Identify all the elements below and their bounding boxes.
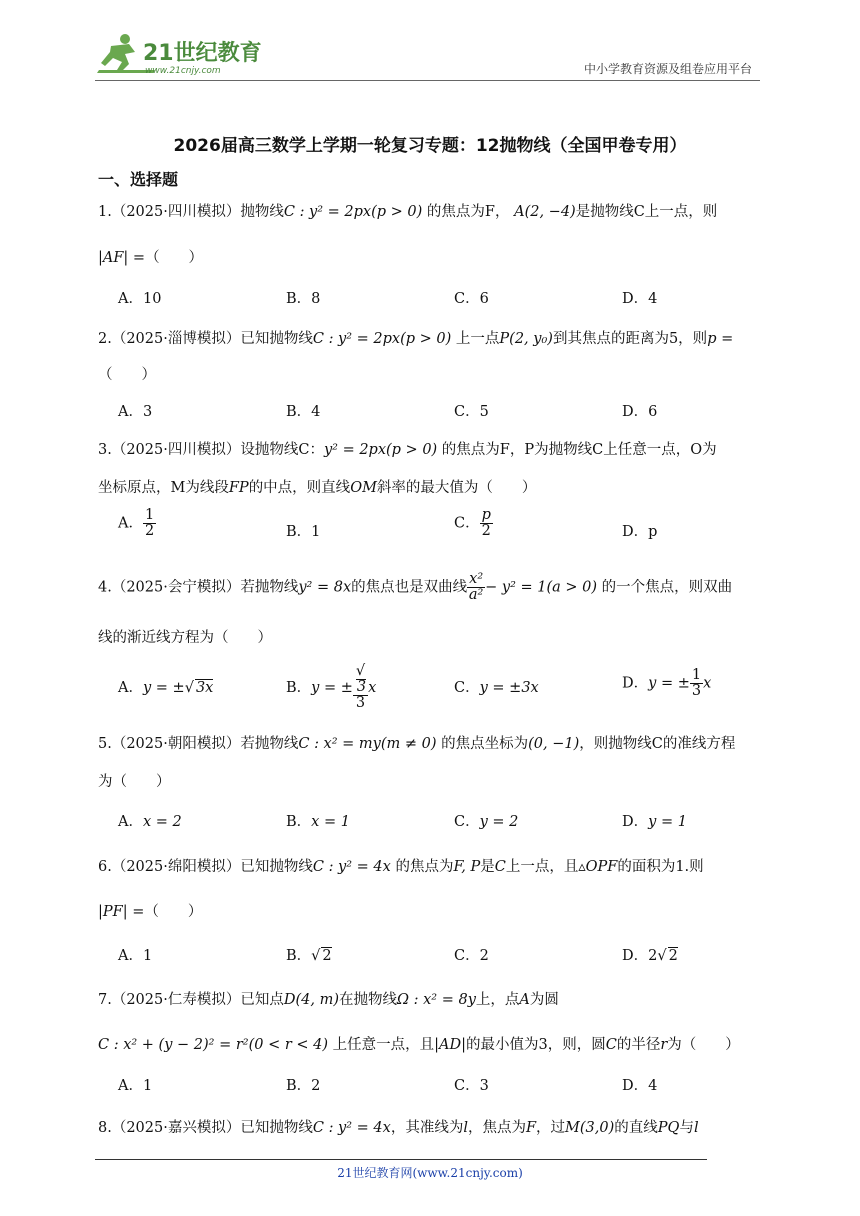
fraction: $\frac{\text{x²}}{\text{a²}}$ bbox=[468, 571, 484, 604]
question-2-line-1: 2.（2025·淄博模拟）已知抛物线C : y² = 2px(p > 0) 上一点P(2, y₀)到其焦点的距离为5，则p = bbox=[98, 331, 734, 347]
question-6-line-1: 6.（2025·绵阳模拟）已知抛物线C : y² = 4x 的焦点为F, P是C上一点，且▵OPF的面积为1.则 bbox=[98, 859, 704, 875]
question-5-line-1: 5.（2025·朝阳模拟）若抛物线C : x² = my(m ≠ 0) 的焦点坐标为(0, −1)，则抛物线C的准线方程 bbox=[98, 736, 736, 752]
option-c[interactable]: C．y = ±3x bbox=[454, 680, 539, 696]
option-a[interactable]: A．1 bbox=[118, 1078, 153, 1094]
question-8-line-1: 8.（2025·嘉兴模拟）已知抛物线C : y² = 4x，其准线为l，焦点为F，过M(3,0)的直线PQ与l bbox=[98, 1120, 699, 1136]
question-4-line-2: 线的渐近线方程为（ ） bbox=[98, 630, 272, 646]
footer-link[interactable]: 21世纪教育网(www.21cnjy.com) bbox=[337, 1166, 523, 1180]
option-b[interactable]: B．x = 1 bbox=[286, 814, 350, 830]
option-a[interactable]: A．1 bbox=[118, 948, 153, 964]
option-a[interactable]: A．10 bbox=[118, 291, 162, 307]
option-a[interactable]: A．3 bbox=[118, 404, 153, 420]
question-1-line-2: |AF| =（ ） bbox=[98, 250, 204, 266]
option-d[interactable]: D．y = 1 bbox=[622, 814, 687, 830]
option-c[interactable]: C．3 bbox=[454, 1078, 489, 1094]
question-3-line-1: 3.（2025·四川模拟）设抛物线C：y² = 2px(p > 0) 的焦点为F，P为抛物线C上任意一点，O为 bbox=[98, 442, 717, 458]
option-d[interactable]: D．6 bbox=[622, 404, 658, 420]
page-header bbox=[95, 30, 760, 82]
option-c[interactable]: C．2 bbox=[454, 948, 489, 964]
option-b[interactable]: B．4 bbox=[286, 404, 321, 420]
svg-text:www.21cnjy.com: www.21cnjy.com bbox=[145, 66, 221, 76]
question-4-line-1: 4.（2025·会宁模拟）若抛物线y² = 8x的焦点也是双曲线 $\frac{\text{x²}}{\text{a²}}$ − y² = 1(a > 0) 的一个焦点，则双曲 bbox=[98, 571, 733, 604]
option-d[interactable]: D．y = ± $\frac{1}{3}$ x bbox=[622, 667, 712, 700]
footer-divider bbox=[95, 1159, 707, 1160]
question-5-line-2: 为（ ） bbox=[98, 774, 171, 790]
page-title: 2026届高三数学上学期一轮复习专题：12抛物线（全国甲卷专用） bbox=[173, 136, 687, 156]
option-c[interactable]: C．y = 2 bbox=[454, 814, 519, 830]
option-a[interactable]: A．y = ±√ 3x bbox=[118, 680, 214, 696]
question-1-line-1: 1.（2025·四川模拟）抛物线C : y² = 2px(p > 0) 的焦点为F， A(2, −4)是抛物线C上一点，则 bbox=[98, 204, 718, 220]
option-b[interactable]: B．√ 2 bbox=[286, 948, 332, 964]
header-divider bbox=[95, 80, 760, 81]
option-a[interactable]: A． $\frac{1}{2}$ bbox=[118, 507, 155, 540]
question-7-line-2: C : x² + (y − 2)² = r²(0 < r < 4) 上任意一点，且|AD|的最小值为3，则，圆C的半径r为（ ） bbox=[98, 1037, 740, 1053]
option-b[interactable]: B．1 bbox=[286, 524, 321, 540]
option-c[interactable]: C．5 bbox=[454, 404, 489, 420]
option-d[interactable]: D．p bbox=[622, 524, 658, 540]
section-heading: 一、选择题 bbox=[98, 170, 179, 189]
option-b[interactable]: B．8 bbox=[286, 291, 321, 307]
option-d[interactable]: D．2√ 2 bbox=[622, 948, 678, 964]
header-platform-text: 中小学教育资源及组卷应用平台 bbox=[583, 62, 752, 76]
question-7-line-1: 7.（2025·仁寿模拟）已知点D(4, m)在抛物线Ω : x² = 8y上，点A为圆 bbox=[98, 992, 559, 1008]
21cnjy-logo bbox=[95, 30, 265, 78]
option-c[interactable]: C．6 bbox=[454, 291, 489, 307]
option-c[interactable]: C． $\frac{p}{2}$ bbox=[454, 507, 491, 540]
svg-text:21世纪教育: 21世纪教育 bbox=[143, 41, 262, 66]
option-b[interactable]: B．y = ± √ 3 3 x bbox=[286, 663, 377, 712]
option-d[interactable]: D．4 bbox=[622, 291, 658, 307]
option-d[interactable]: D．4 bbox=[622, 1078, 658, 1094]
question-3-line-2: 坐标原点，M为线段FP的中点，则直线OM斜率的最大值为（ ） bbox=[98, 480, 537, 496]
option-a[interactable]: A．x = 2 bbox=[118, 814, 182, 830]
option-b[interactable]: B．2 bbox=[286, 1078, 321, 1094]
question-2-line-2: （ ） bbox=[98, 367, 156, 383]
question-6-line-2: |PF| =（ ） bbox=[98, 904, 203, 920]
